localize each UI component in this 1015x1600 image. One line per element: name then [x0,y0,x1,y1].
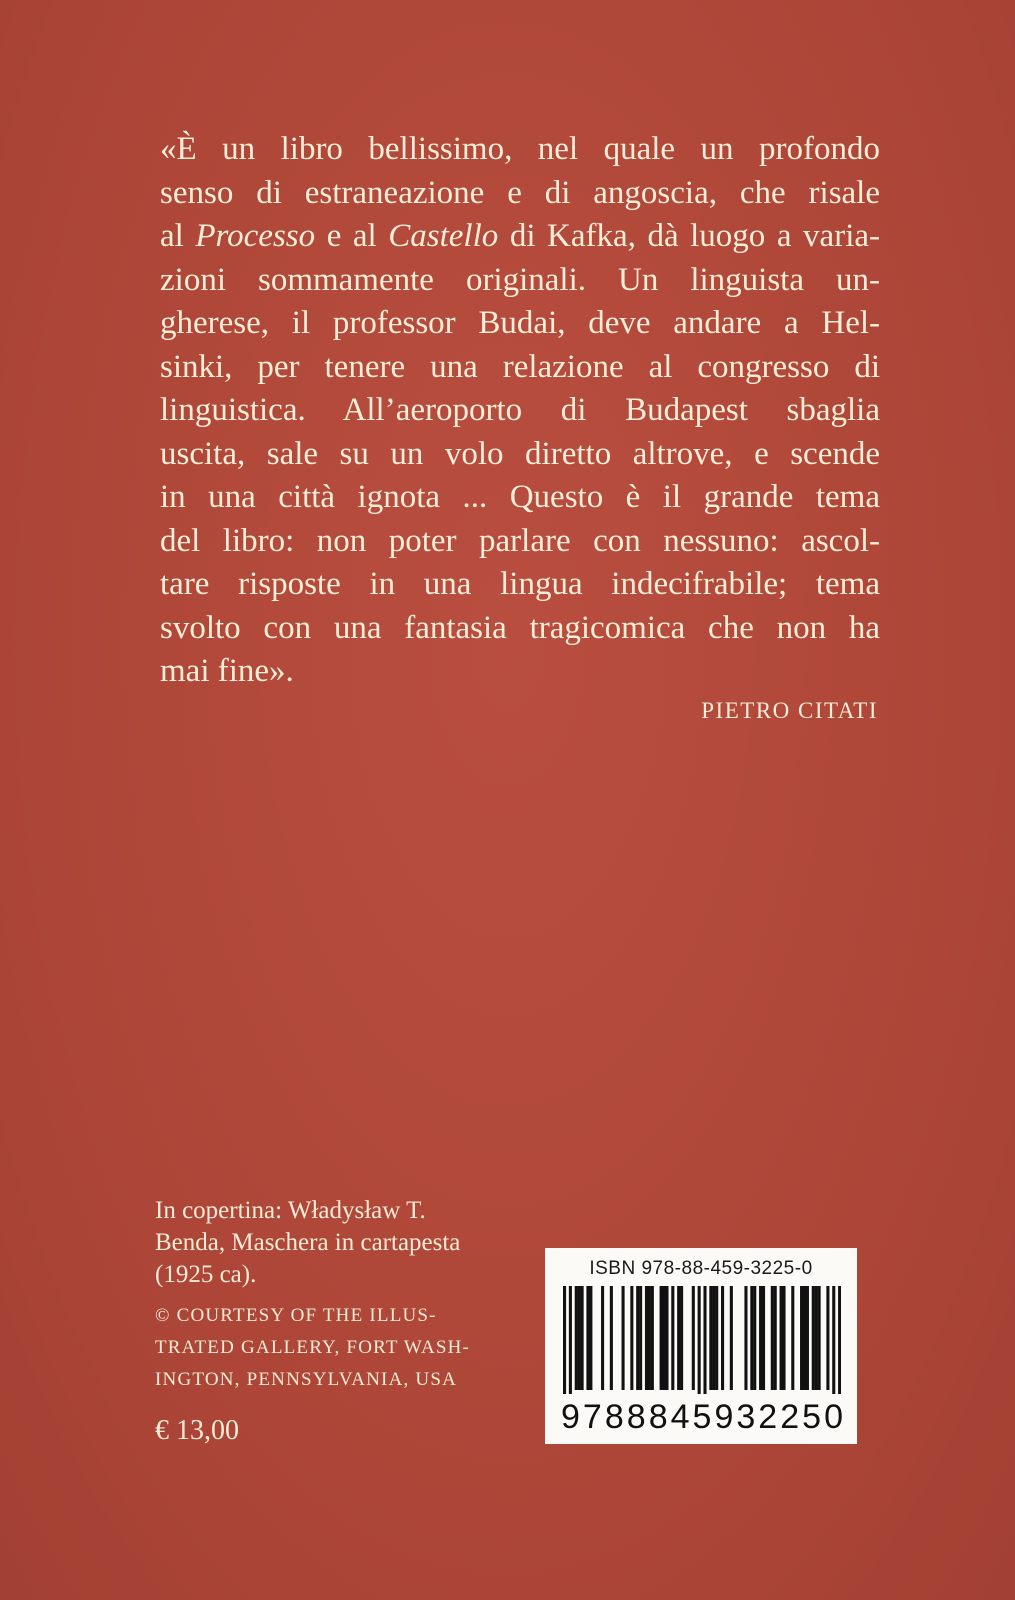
blurb-text: «È un libro bellissimo, nel quale un profondo [160,131,880,167]
blurb-line [160,346,880,390]
blurb-line [160,259,880,303]
price-label: € 13,00 [155,1415,239,1446]
barcode-bar [762,1286,765,1390]
barcode-bar [601,1286,604,1390]
copyright-line: INGTON, PENNSYLVANIA, USA [155,1369,458,1390]
barcode-digits [561,1398,843,1437]
barcode-bar [780,1286,783,1390]
barcode-bar [753,1286,756,1390]
barcode-panel [545,1248,857,1444]
barcode-bar [759,1286,762,1390]
blurb-text: gherese, il professor Budai, deve andare a Hel- [160,305,880,341]
blurb-italic-title: Castello [388,218,499,254]
barcode-bar [677,1286,680,1390]
blurb-text: del libro: non poter parlare con nessuno: ascol- [160,522,880,559]
barcode-bar [665,1286,668,1390]
barcode-bar [806,1286,809,1390]
barcode-digit: 8 [604,1398,624,1436]
barcode-bar [680,1286,683,1390]
quote-author: PIETRO CITATI [701,698,878,723]
blurb-text: tare risposte in una lingua indecifrabile; tema [160,566,880,602]
barcode-bar [645,1286,648,1390]
barcode-bar [715,1286,718,1390]
blurb-text: sinki, per tenere una relazione al congresso di [160,348,880,385]
barcode-bar [589,1286,592,1390]
blurb-text: e al [315,218,389,254]
barcode-bar [575,1286,578,1390]
blurb-text: al [160,218,196,254]
credit-line: Benda, Maschera in cartapesta [155,1229,461,1256]
blurb-line [160,650,880,694]
barcode-bar [648,1286,651,1390]
barcode-bar [698,1286,701,1394]
barcode-bar [651,1286,654,1390]
blurb-text: svolto con una fantasia tragicomica che non ha [160,609,880,646]
barcode-digit: 2 [780,1398,800,1436]
blurb-line [160,389,880,433]
barcode-digit: 5 [692,1398,712,1436]
barcode-bar [771,1286,774,1390]
barcode-digit: 4 [670,1398,690,1436]
blurb-text: di Kafka, dà luogo a varia- [498,218,880,254]
barcode-bar [800,1286,803,1390]
barcode-bar [610,1286,613,1390]
blurb-line [160,215,880,259]
barcode-bar [721,1286,724,1390]
blurb-line [160,476,880,520]
barcode-digit: 2 [758,1398,778,1436]
blurb-text: mai fine». [160,653,294,689]
barcode-bar [803,1286,806,1390]
barcode-bar [712,1286,715,1390]
blurb-text: senso di estraneazione e di angoscia, che risale [160,174,880,211]
barcode-bar [636,1286,639,1390]
barcode-bar [832,1286,835,1394]
barcode-bar [671,1286,674,1390]
blurb-line [160,433,880,477]
copyright-line: © COURTESY OF THE ILLUS- [155,1305,437,1326]
barcode-bar [630,1286,633,1390]
credit-line: In copertina: Władysław T. [155,1197,426,1224]
cover-credit [155,1195,515,1291]
barcode-bar [586,1286,589,1390]
copyright-notice [155,1300,515,1396]
barcode-bar [578,1286,581,1390]
blurb-line [160,302,880,346]
barcode-bar [818,1286,821,1390]
barcode-bar [826,1286,829,1390]
blurb-line [160,607,880,651]
barcode-bar [660,1286,663,1390]
isbn-label: ISBN 978-88-459-3225-0 [589,1258,813,1279]
barcode-digit: 9 [561,1398,580,1436]
barcode-bar [750,1286,753,1390]
credit-line: (1925 ca). [155,1261,257,1288]
blurb-line [160,520,880,564]
barcode-digit: 9 [714,1398,734,1436]
barcode-digit: 8 [626,1398,646,1436]
barcode-bar [730,1286,733,1390]
barcode-bar [703,1286,706,1394]
barcode-bar [662,1286,665,1390]
barcode-digit: 8 [648,1398,668,1436]
blurb-quote [160,128,880,694]
barcode-bar [569,1286,572,1394]
blurb-text: zioni sommamente originali. Un linguista un- [160,261,880,298]
barcode-bar [812,1286,815,1390]
barcode-bar [782,1286,785,1390]
barcode-bar [838,1286,841,1394]
blurb-text: uscita, sale su un volo diretto altrove, e scende [160,435,880,472]
blurb-text: in una città ignota ... Questo è il grande tema [160,479,880,515]
blurb-line [160,128,880,172]
barcode-bar [639,1286,642,1390]
barcode-bar [563,1286,566,1394]
blurb-line [160,172,880,216]
copyright-line: TRATED GALLERY, FORT WASH- [155,1337,471,1358]
barcode-bar [581,1286,584,1390]
barcode-bar [815,1286,818,1390]
barcode-bar [692,1286,695,1390]
barcode-bars [563,1286,841,1394]
barcode-digit: 5 [802,1398,822,1436]
barcode-bar [622,1286,625,1390]
barcode-bar [774,1286,777,1390]
blurb-italic-title: Processo [195,218,316,254]
blurb-text: linguistica. All’aeroporto di Budapest sbaglia [160,392,880,428]
barcode-bar [791,1286,794,1390]
barcode-bar [744,1286,747,1390]
barcode-digit: 3 [736,1398,756,1436]
barcode-bar [709,1286,712,1390]
barcode-digit: 7 [582,1398,602,1436]
barcode-digit: 0 [824,1398,843,1436]
blurb-line [160,563,880,607]
